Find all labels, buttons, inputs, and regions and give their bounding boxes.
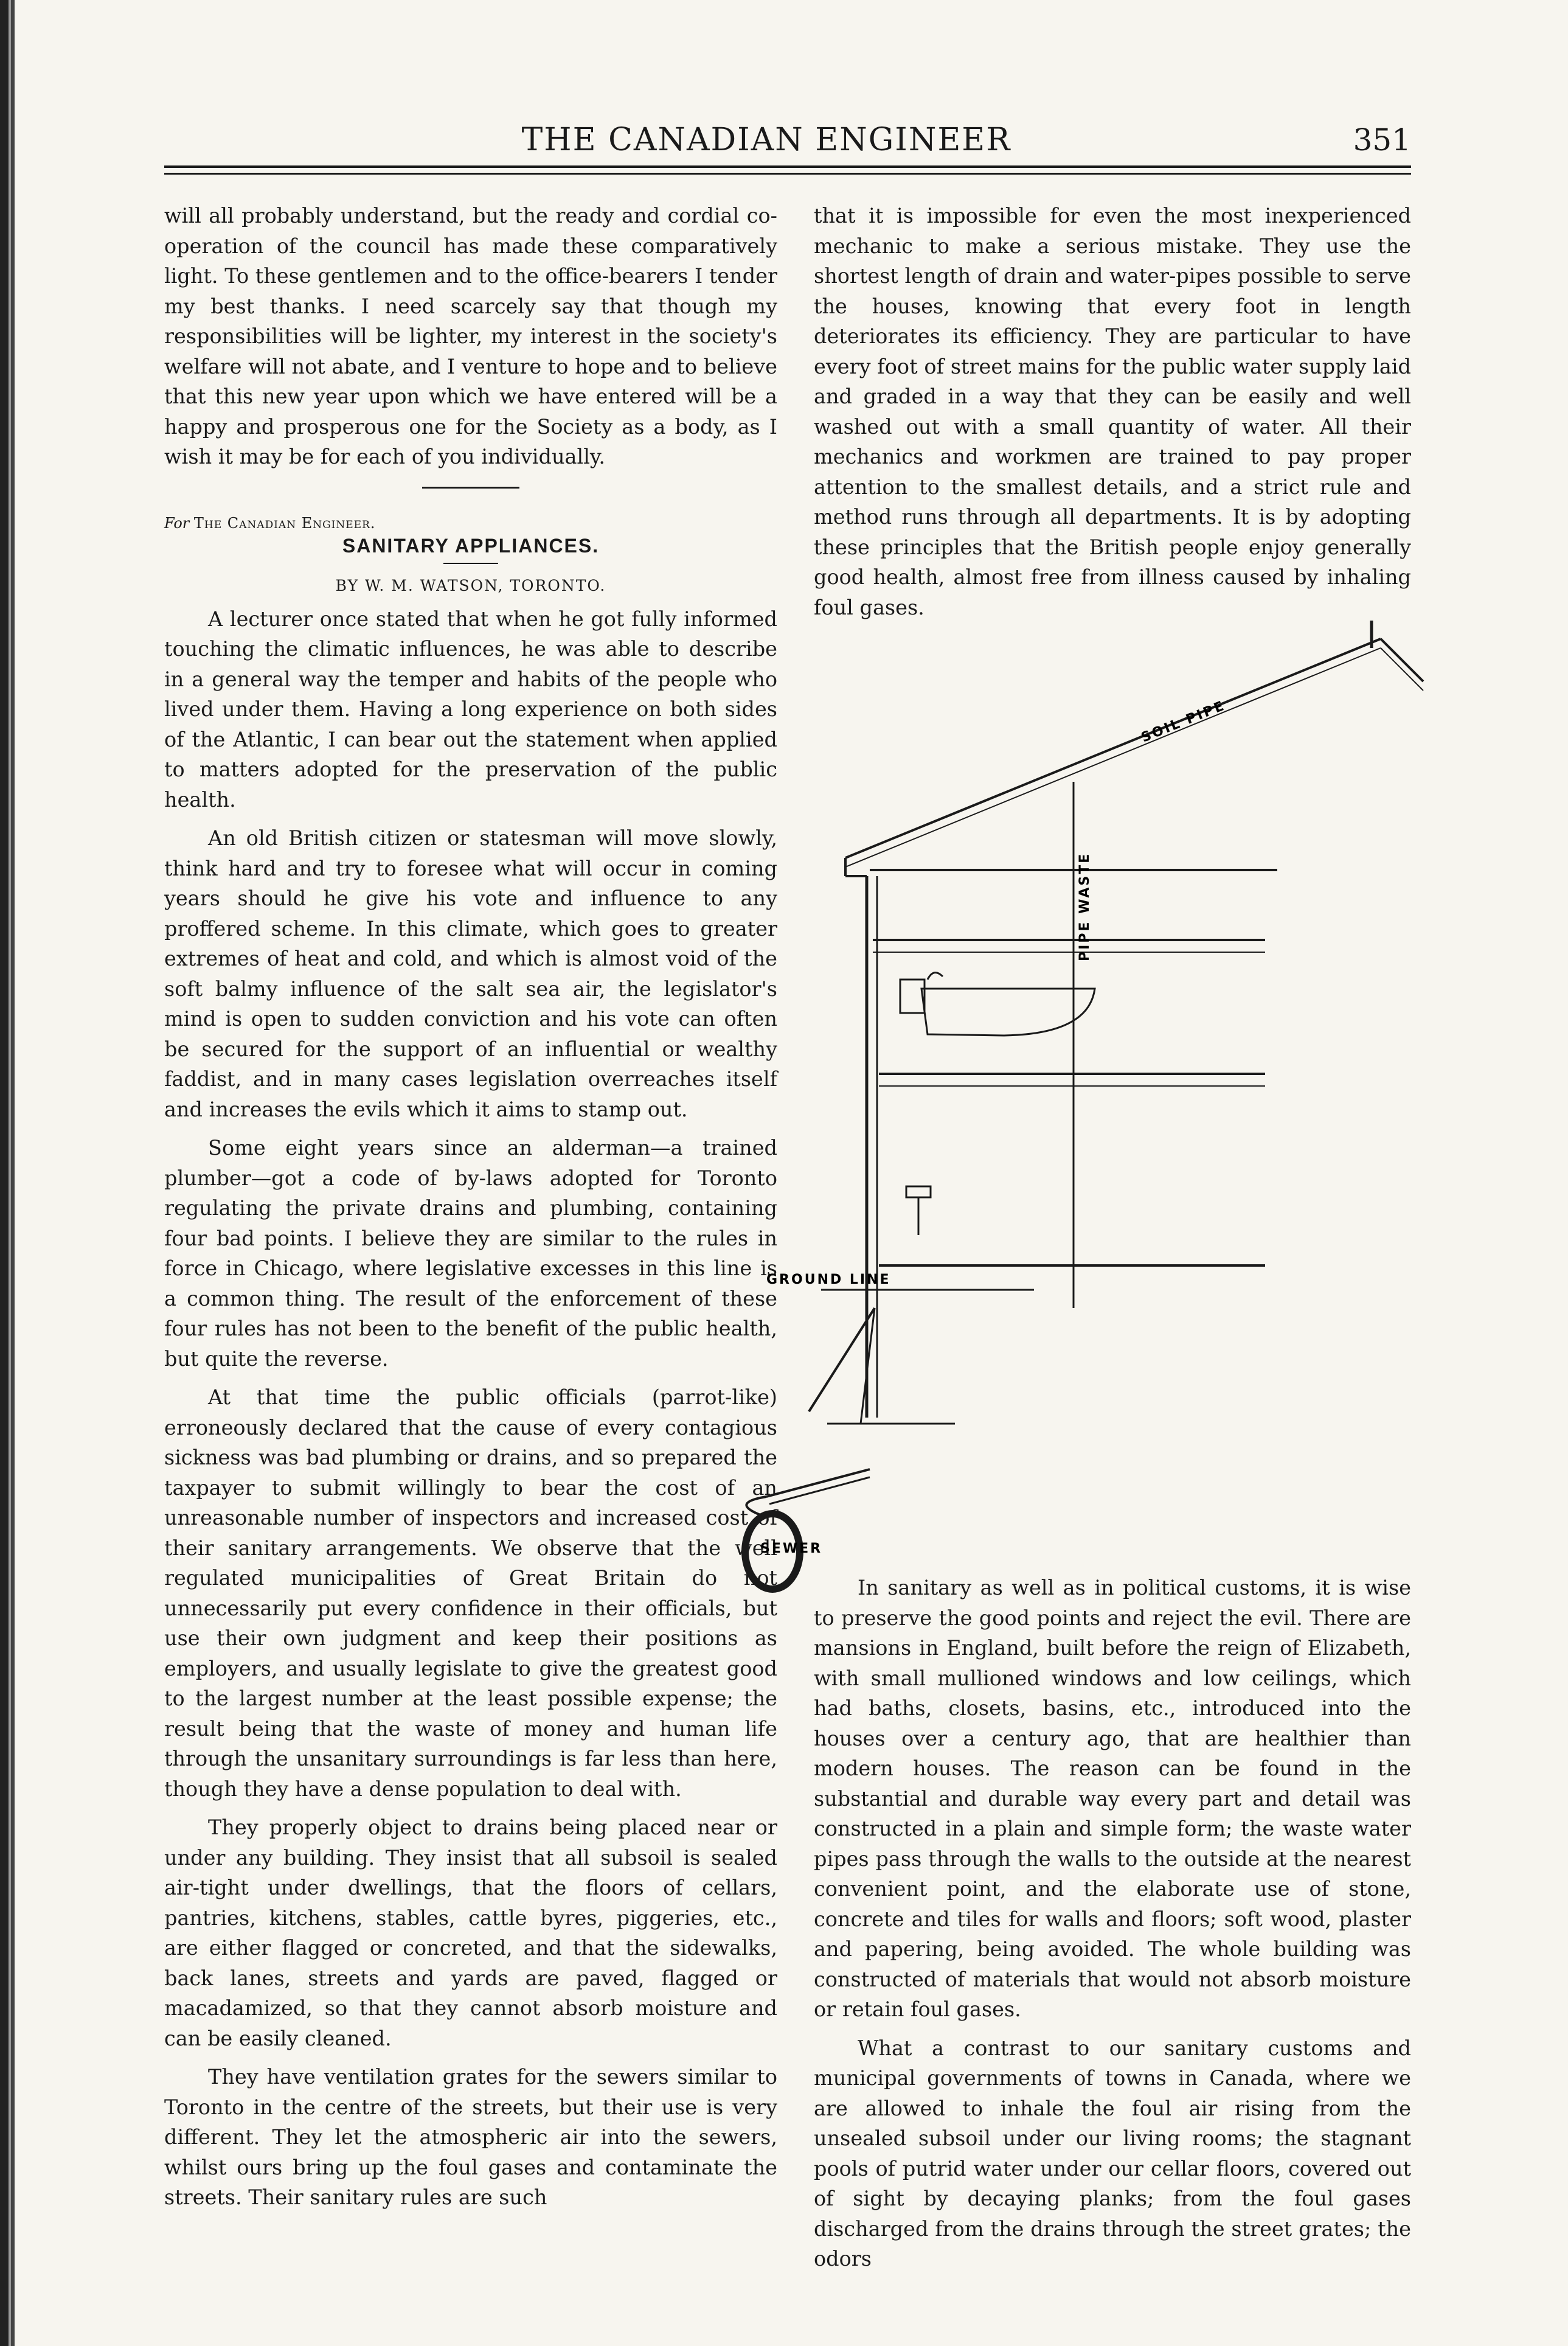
roof-gable (1381, 639, 1423, 681)
plumbing-diagram (760, 621, 1423, 1558)
article-title: SANITARY APPLIANCES. (342, 534, 600, 557)
header-rule-secondary (164, 173, 1411, 175)
sewer-label: SEWER (760, 1541, 823, 1556)
binding-edge (0, 0, 24, 2346)
roof-gable-inner (1381, 648, 1423, 691)
house-drain (766, 1469, 870, 1497)
plumbing-diagram-svg (760, 621, 1423, 1558)
article-paragraph: What a contrast to our sanitary customs and municipal governments of towns in Canada, where we are allowed to inhale the foul air rising from the unsealed subsoil under our living rooms; the stagnant pools of putrid water under our cellar floors, covered out of sight by decaying planks; from the foul gases discharged from the drains through the street grates; the odors (814, 2036, 1411, 2271)
basin-tap (928, 973, 943, 980)
article-paragraph: They properly object to drains being placed near or under any building. They insist that all subsoil is sealed air-tight under dwellings, that the floors of cellars, pantries, kitchens, stables, cattle byres, piggeries, etc., are either flagged or concreted, and that the sidewalks, back lanes, streets and yards are paved, flagged or macadamized, so that they cannot absorb moisture and can be easily cleaned. (164, 1815, 777, 2050)
article-paragraph: A lecturer once stated that when he got fully informed touching the climatic influences, he was able to describe in a general way the temper and habits of the people who lived under them. Having a long experience on both sides of the Atlantic, I can bear out the statement when applied to matters adopted for the preservation of the public health. (164, 607, 777, 812)
article-paragraph: In sanitary as well as in political customs, it is wise to preserve the good points and reject the evil. There are mansions in England, built before the reign of Elizabeth, with small mullioned windows and low ceilings, which had baths, closets, basins, etc., introduced into the houses over a century ago, that are healthier than modern houses. The reason can be found in the substantial and durable way every part and detail was constructed in a plain and simple form; the waste water pipes pass through the walls to the outside at the nearest convenient point, and the elaborate use of stone, concrete and tiles for walls and floors; soft wood, plaster and papering, being avoided. The whole building was constructed of materials that would not absorb moisture or retain foul gases. (814, 1576, 1411, 2021)
page-header-title: THE CANADIAN ENGINEER (521, 122, 1011, 158)
right-column-top (814, 201, 1411, 622)
publication-name: The Canadian Engineer. (193, 514, 376, 532)
roof-line-inner (845, 648, 1381, 867)
article-paragraph: They have ventilation grates for the sewers similar to Toronto in the centre of the streets, but their use is very different. They let the atmospheric air into the sewers, whilst ours bring up the foul gases and contaminate the streets. Their sanitary rules are such (164, 2065, 777, 2209)
ground-line-label: GROUND LINE (766, 1272, 891, 1287)
wash-basin (921, 989, 1095, 1036)
opening-paragraph: will all probably understand, but the ready and cordial co-operation of the council has made these comparatively light. To these gentlemen and to the office-bearers I tender my best thanks. I need scarcely say that though my responsibilities will be lighter, my interest in the society's welfare will not abate, and I venture to hope and to believe that this new year upon which we have entered will be a happy and prosperous one for the Society as a body, as I wish it may be for each of you individually. (164, 204, 777, 468)
waste-pipe-label: PIPE WASTE (1077, 852, 1092, 961)
for-prefix: For (164, 514, 190, 532)
article-paragraph: Some eight years since an alderman—a trained plumber—got a code of by-laws adopted for Toronto regulating the private drains and plumbing, containing four bad points. I believe they are similar to the rules in force in Chicago, where legislative excesses in this line is a common thing. The result of the enforcement of these four rules has not been to the benefit of the public health, but quite the reverse. (164, 1136, 777, 1371)
article-paragraph: At that time the public officials (parrot-like) erroneously declared that the cause of every contagious sickness was bad plumbing or drains, and so prepared the taxpayer to submit willingly to bear the cost of an unreasonable number of inspectors and increased cost of their sanitary arrangements. We observe that the well regulated municipalities of Great Britain do not unnecessarily put every confidence in their officials, but use their own judgment and keep their positions as employers, and usually legislate to give the greatest good to the largest number at the least possible expense; the result being that the waste of money and human life through the unsanitary surroundings is far less than here, though they have a dense population to deal with. (164, 1385, 777, 1801)
page-number: 351 (1353, 122, 1411, 158)
soil-pipe-label: SOIL PIPE (1139, 698, 1228, 746)
continued-paragraph: that it is impossible for even the most inexperienced mechanic to make a serious mistake. They use the shortest length of drain and water-pipes possible to serve the houses, knowing that every foot in length deteriorates its efficiency. They are particular to have every foot of street mains for the public water supply laid and graded in a way that they can be easily and well washed out with a small quantity of water. All their mechanics and workmen are trained to pay proper attention to the smallest details, and a strict rule and method runs through all departments. It is by adopting these principles that the British people enjoy generally good health, almost free from illness caused by inhaling foul gases. (814, 204, 1411, 619)
lower-fixture (906, 1186, 931, 1197)
title-divider (443, 563, 498, 564)
header-rule (164, 165, 1411, 168)
right-column-bottom (814, 1573, 1411, 2274)
basin-trap (900, 980, 924, 1013)
house-drain-inner (769, 1477, 870, 1504)
section-divider (422, 487, 519, 489)
left-column (164, 201, 777, 2213)
article-byline: BY W. M. WATSON, TORONTO. (335, 576, 606, 594)
article-paragraph: An old British citizen or statesman will move slowly, think hard and try to foresee what will occur in coming years should he give his vote and influence to any proffered scheme. In this climate, which goes to greater extremes of heat and cold, and which is almost void of the soft balmy influence of the salt sea air, the legislator's mind is open to sudden conviction and his vote can often be secured for the support of an influential or wealthy faddist, and in many cases legislation overreaches itself and increases the evils which it aims to stamp out. (164, 826, 777, 1121)
roof-line (845, 639, 1381, 858)
article-source-line (164, 513, 777, 534)
